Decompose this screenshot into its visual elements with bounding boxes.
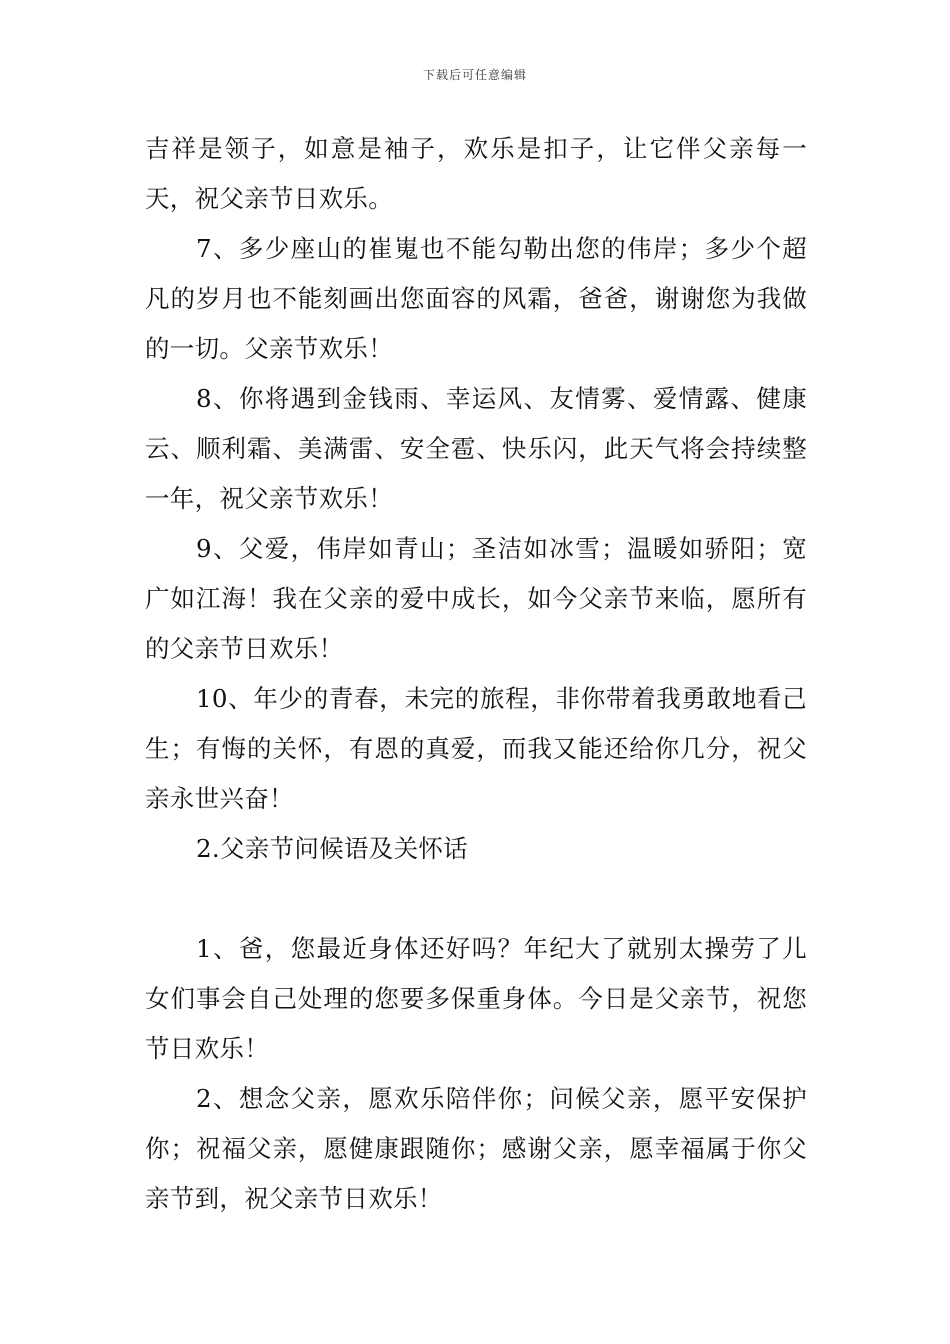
section-heading: 2.父亲节问候语及关怀话 — [196, 834, 468, 863]
paragraph-item-8: 8、你将遇到金钱雨、幸运风、友情雾、爱情露、健康云、顺利霜、美满雷、安全雹、快乐闪，此天气将会持续整一年，祝父亲节欢乐！ — [145, 384, 807, 513]
page-header-note: 下载后可任意编辑 — [422, 68, 527, 82]
paragraph-item-7: 7、多少座山的崔嵬也不能勾勒出您的伟岸；多少个超凡的岁月也不能刻画出您面容的风霜，爸爸，谢谢您为我做的一切。父亲节欢乐！ — [145, 234, 807, 363]
paragraph-item-10: 10、年少的青春，未完的旅程，非你带着我勇敢地看己生；有悔的关怀，有恩的真爱，而我又能还给你几分，祝父亲永世兴奋！ — [145, 684, 807, 813]
paragraph-continued: 吉祥是领子，如意是袖子，欢乐是扣子，让它伴父亲每一天，祝父亲节日欢乐。 — [145, 134, 807, 213]
paragraph-item-9: 9、父爱，伟岸如青山；圣洁如冰雪；温暖如骄阳；宽广如江海！我在父亲的爱中成长，如今父亲节来临，愿所有的父亲节日欢乐！ — [145, 534, 807, 663]
section-paragraph-item-2: 2、想念父亲，愿欢乐陪伴你；问候父亲，愿平安保护你；祝福父亲，愿健康跟随你；感谢父亲，愿幸福属于你父亲节到，祝父亲节日欢乐！ — [145, 1084, 807, 1213]
section-paragraph-item-1: 1、爸，您最近身体还好吗？年纪大了就别太操劳了儿女们事会自己处理的您要多保重身体。今日是父亲节，祝您节日欢乐！ — [145, 934, 807, 1063]
document-body — [145, 124, 807, 1224]
